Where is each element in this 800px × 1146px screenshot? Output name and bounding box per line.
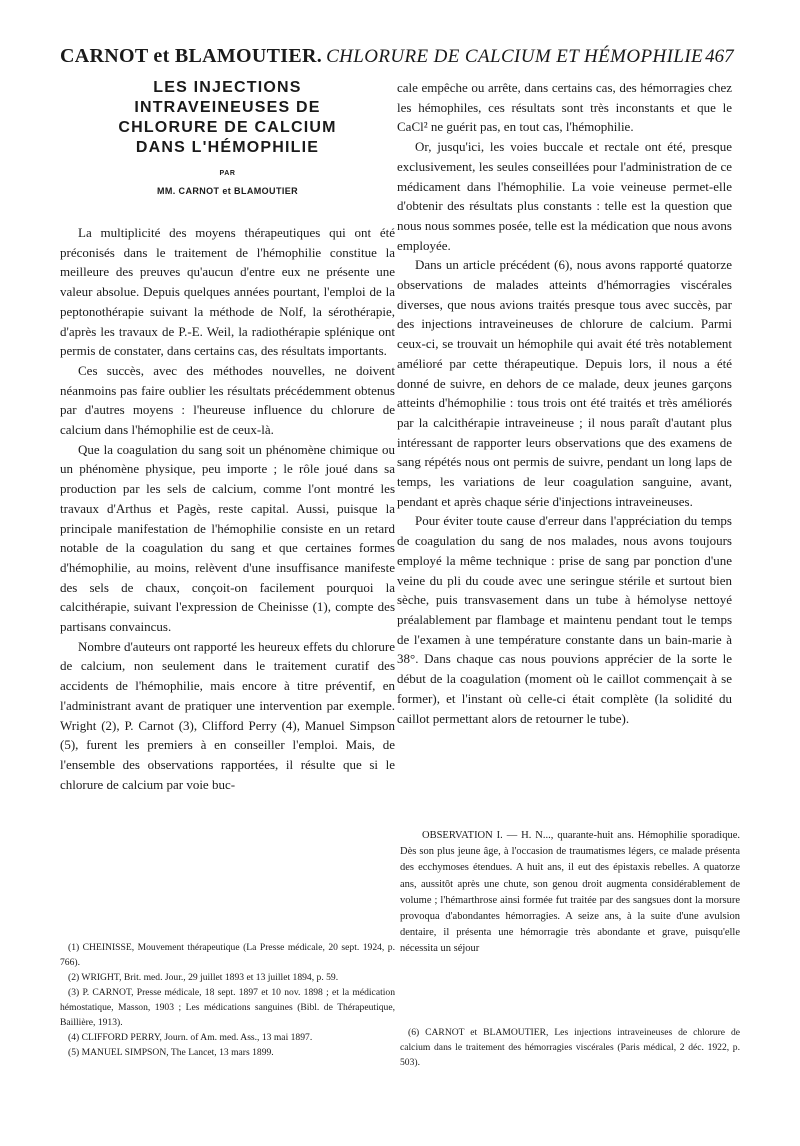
running-head-authors: CARNOT et BLAMOUTIER. [60, 45, 323, 67]
body-paragraph: Nombre d'auteurs ont rapporté les heureux effets du chlorure de calcium, non seulement dans le traitement curatif des accidents de l'hémophilie, mais encore à titre préventif, en l'administrant avant de pratiquer une intervention par exemple. Wright (2), P. Carnot (3), Clifford Perry (4), Manuel Simpson (5), furent les premiers à en conseiller l'emploi. Mais, de l'ensemble des observations rapportées, il résulte que si le chlorure de calcium par voie buc- [60, 638, 395, 792]
footnotes-left [60, 940, 395, 1060]
footnote: (1) CHEINISSE, Mouvement thérapeutique (La Presse médicale, 20 sept. 1924, p. 766). [60, 942, 395, 968]
article-title-line: DANS L'HÉMOPHILIE [135, 139, 320, 156]
footnote: (4) CLIFFORD PERRY, Journ. of Am. med. Ass., 13 mai 1897. [68, 1032, 313, 1043]
article-title [60, 78, 395, 158]
footnote: (2) WRIGHT, Brit. med. Jour., 29 juillet 1893 et 13 juillet 1894, p. 59. [68, 972, 339, 983]
footnote: (6) CARNOT et BLAMOUTIER, Les injections intraveineuses de chlorure de calcium dans le traitement des hémorragies viscérales (Paris médical, 2 déc. 1922, p. 503). [400, 1027, 740, 1068]
byline-par: PAR [219, 170, 236, 177]
article-title-line: INTRAVEINEUSES DE [134, 99, 321, 116]
body-paragraph: Or, jusqu'ici, les voies buccale et rectale ont été, presque exclusivement, les seules conseillées pour l'administration de ce médicament dans l'hémophilie. La voie veineuse permet-elle d'obtenir des résultats plus constants : telle est la question que nous nous sommes posée, telle est la médication que nous avons employée. [397, 139, 732, 253]
article-title-line: LES INJECTIONS [153, 79, 302, 96]
body-paragraph: Pour éviter toute cause d'erreur dans l'appréciation du temps de coagulation du sang de nos malades, nous avons toujours employé la même technique : prise de sang par ponction d'une veine du pli du coude avec une seringue stérile et surtout bien sèche, puis transvasement dans un tube à hémolyse nettoyé préalablement par flambage et maintenu pendant tout le temps de l'examen à une température constante dans un bain-marie à 38°. Dans chaque cas nous pouvions apprécier de la sorte le début de la coagulation (moment où le caillot commençait à se former), et l'instant où celle-ci était complète (la solidité du caillot permettant alors de retourner le tube). [397, 513, 732, 726]
footnote-right [400, 1025, 740, 1070]
body-paragraph: Que la coagulation du sang soit un phénomène chimique ou un phénomène physique, peu importe ; le rôle joué dans sa production par les sels de calcium, comme l'ont montré les travaux d'Arthus et Pagès, reste capital. Aussi, puisque la principale manifestation de l'hémophilie consiste en un retard notable de la coagulation du sang et que certaines formes d'hémophilie, au moins, relèvent d'une insuffisance manifeste des sels de chaux, conçoit-on facilement pourquoi la calcithérapie, suivant l'expression de Cheinisse (1), compte des partisans convaincus. [60, 441, 395, 635]
byline-authors: MM. CARNOT et BLAMOUTIER [156, 186, 299, 196]
footnote: (3) P. CARNOT, Presse médicale, 18 sept. 1897 et 10 nov. 1898 ; et la médication hémostatique, Masson, 1903 ; Les médications sanguines (Bibl. de Thérapeutique, Baillière, 1913). [60, 987, 395, 1028]
right-column [397, 78, 732, 728]
page-number: 467 [705, 46, 734, 67]
running-head-title: CHLORURE DE CALCIUM ET HÉMOPHILIE [326, 46, 704, 67]
body-paragraph: Ces succès, avec des méthodes nouvelles, ne doivent néanmoins pas faire oublier les résultats précédemment obtenus par d'autres moyens : l'heureuse influence du chlorure de calcium dans l'hémophilie est de ceux-là. [60, 362, 395, 438]
left-body-text [60, 223, 395, 794]
running-head [60, 40, 750, 72]
observation-section [400, 828, 740, 958]
footnote: (5) MANUEL SIMPSON, The Lancet, 13 mars 1899. [68, 1047, 274, 1058]
article-title-line: CHLORURE DE CALCIUM [118, 119, 337, 136]
body-paragraph: Dans un article précédent (6), nous avons rapporté quatorze observations de malades atteints d'hémorragies viscérales diverses, que nous avions traités presque tous avec succès, par des injections intraveineuses de chlorure de calcium. Parmi ceux-ci, se trouvait un hémophile qui avait été très notablement amélioré par cette thérapeutique. Depuis lors, il nous a été donné de suivre, en dehors de ce malade, deux jeunes garçons atteints d'hémophilie : tous trois ont été traités et très améliorés par la calcithérapie intraveineuse ; il nous paraît d'autant plus intéressant de rapporter leurs observations que des examens de sang répétés nous ont permis de suivre, pendant un long laps de temps, les variations de leur coagulation sanguine, avant, pendant et après chaque série d'injections intraveineuses. [397, 257, 732, 509]
left-column [60, 78, 395, 794]
body-paragraph: La multiplicité des moyens thérapeutiques qui ont été préconisés dans le traitement de l'hémophilie constitue la meilleure des preuves qu'aucun d'entre eux ne présente une valeur absolue. Depuis quelques années pourtant, l'emploi de la peptonothérapie suivant la méthode de Nolf, la sérothérapie, d'après les travaux de P.-E. Weil, la radiothérapie splénique ont permis de constater, dans certains cas, des résultats importants. [60, 225, 395, 359]
observation-text: OBSERVATION I. — H. N..., quarante-huit ans. Hémophilie sporadique. Dès son plus jeune âge, à l'occasion de traumatismes légers, ce malade présenta des ecchymoses étendues. A huit ans, il eut des épistaxis rebelles. A quatorze ans, aussitôt après une chute, son genou droit augmenta considérablement de volume ; l'hémarthrose ainsi formée fut traitée par des sangsues dont la morsure provoqua d'abondantes hémorragies. A seize ans, à la suite d'une avulsion dentaire, il présenta une hémorragie très abondante et grave, puisqu'elle nécessita un séjour [400, 830, 740, 955]
body-paragraph: cale empêche ou arrête, dans certains cas, des hémorragies chez les hémophiles, ces résultats sont très inconstants et que le CaCl² ne guérit pas, en tout cas, l'hémophilie. [397, 80, 732, 135]
